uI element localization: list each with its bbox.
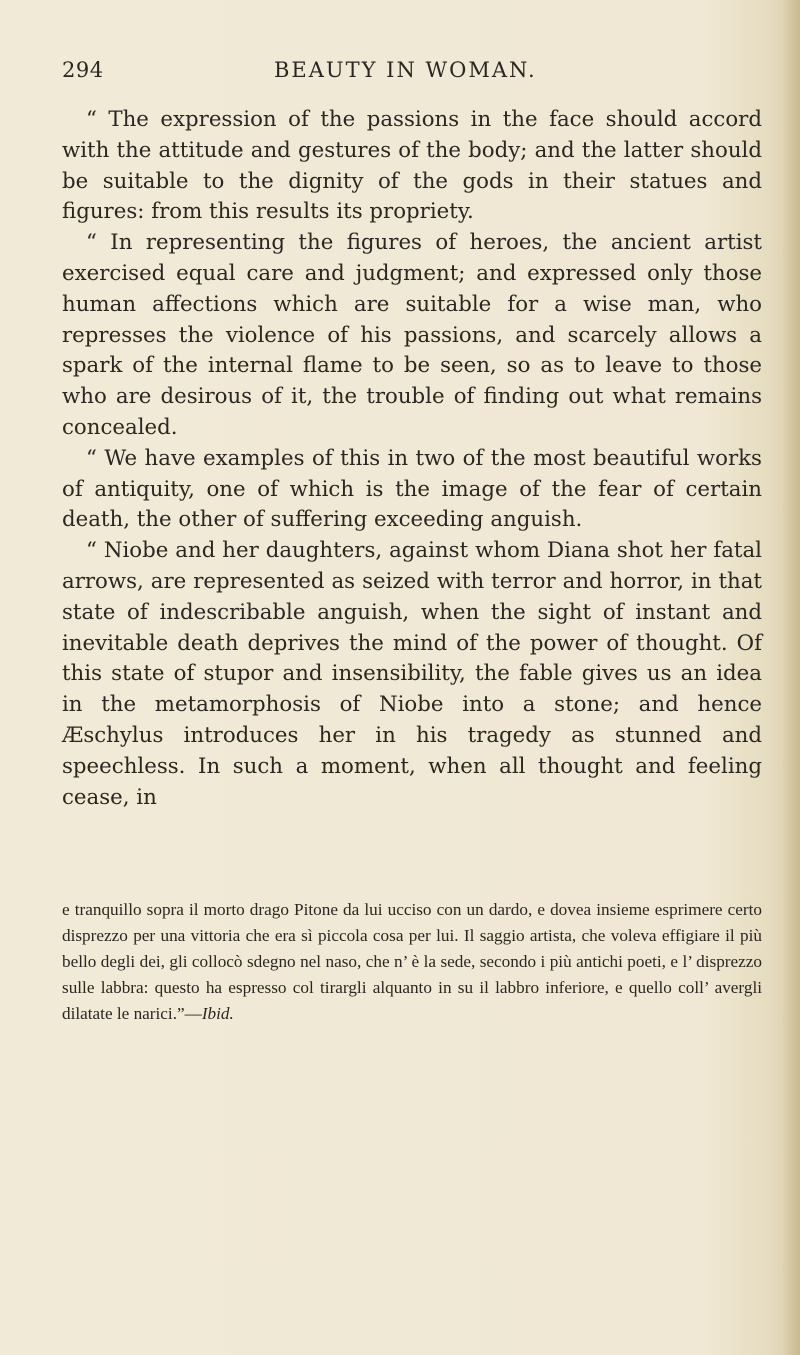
running-title: BEAUTY IN WOMAN. [274, 58, 537, 82]
paragraph-examples-of-antiquity: “ We have examples of this in two of the most beautiful works of antiquity, one of which is the image of the fear of certain death, the other of suffering exceeding anguish. [62, 445, 762, 533]
running-head [62, 52, 762, 88]
page-edge-shading [782, 0, 800, 1355]
body-text [62, 105, 762, 813]
footnote-citation: Ibid. [201, 1004, 234, 1023]
paragraph-figures-of-heroes: “ In representing the figures of heroes, the ancient artist exercised equal care and judgment; and expressed only those human affections which are suitable for a wise man, who represses the violence of his passions, and scarcely allows a spark of the internal flame to be seen, so as to leave to those who are desirous of it, the trouble of finding out what remains concealed. [62, 230, 762, 440]
paragraph-expression-of-passions: “ The expression of the passions in the face should accord with the attitude and gestures of the body; and the latter should be suitable to the dignity of the gods in their statues and figures: from this results its propriety. [62, 107, 762, 225]
footnote [62, 897, 762, 1027]
page-number: 294 [62, 58, 104, 82]
paragraph-niobe: “ Niobe and her daughters, against whom Diana shot her fatal arrows, are represented as seized with terror and horror, in that state of indescribable anguish, when the sight of instant and inevitable death deprives the mind of the power of thought. Of this state of stupor and insensibility, the fable gives us an idea in the metamorphosis of Niobe into a stone; and hence Æschylus introduces her in his tragedy as stunned and speechless. In such a moment, when all thought and feeling cease, in [62, 538, 762, 810]
footnote-paragraph [62, 897, 762, 1027]
footnote-text: e tranquillo sopra il morto drago Pitone da lui ucciso con un dardo, e dovea insieme esprimere certo disprezzo per una vittoria che era sì piccola cosa per lui. Il saggio artista, che voleva effigiare il più bello degli dei, gli collocò sdegno nel naso, che n’ è la sede, secondo i più antichi poeti, e l’ disprezzo sulle labbra: questo ha espresso col tirargli alquanto in su il labbro inferiore, e quello coll’ avergli dilatate le narici.”— [62, 900, 762, 1023]
